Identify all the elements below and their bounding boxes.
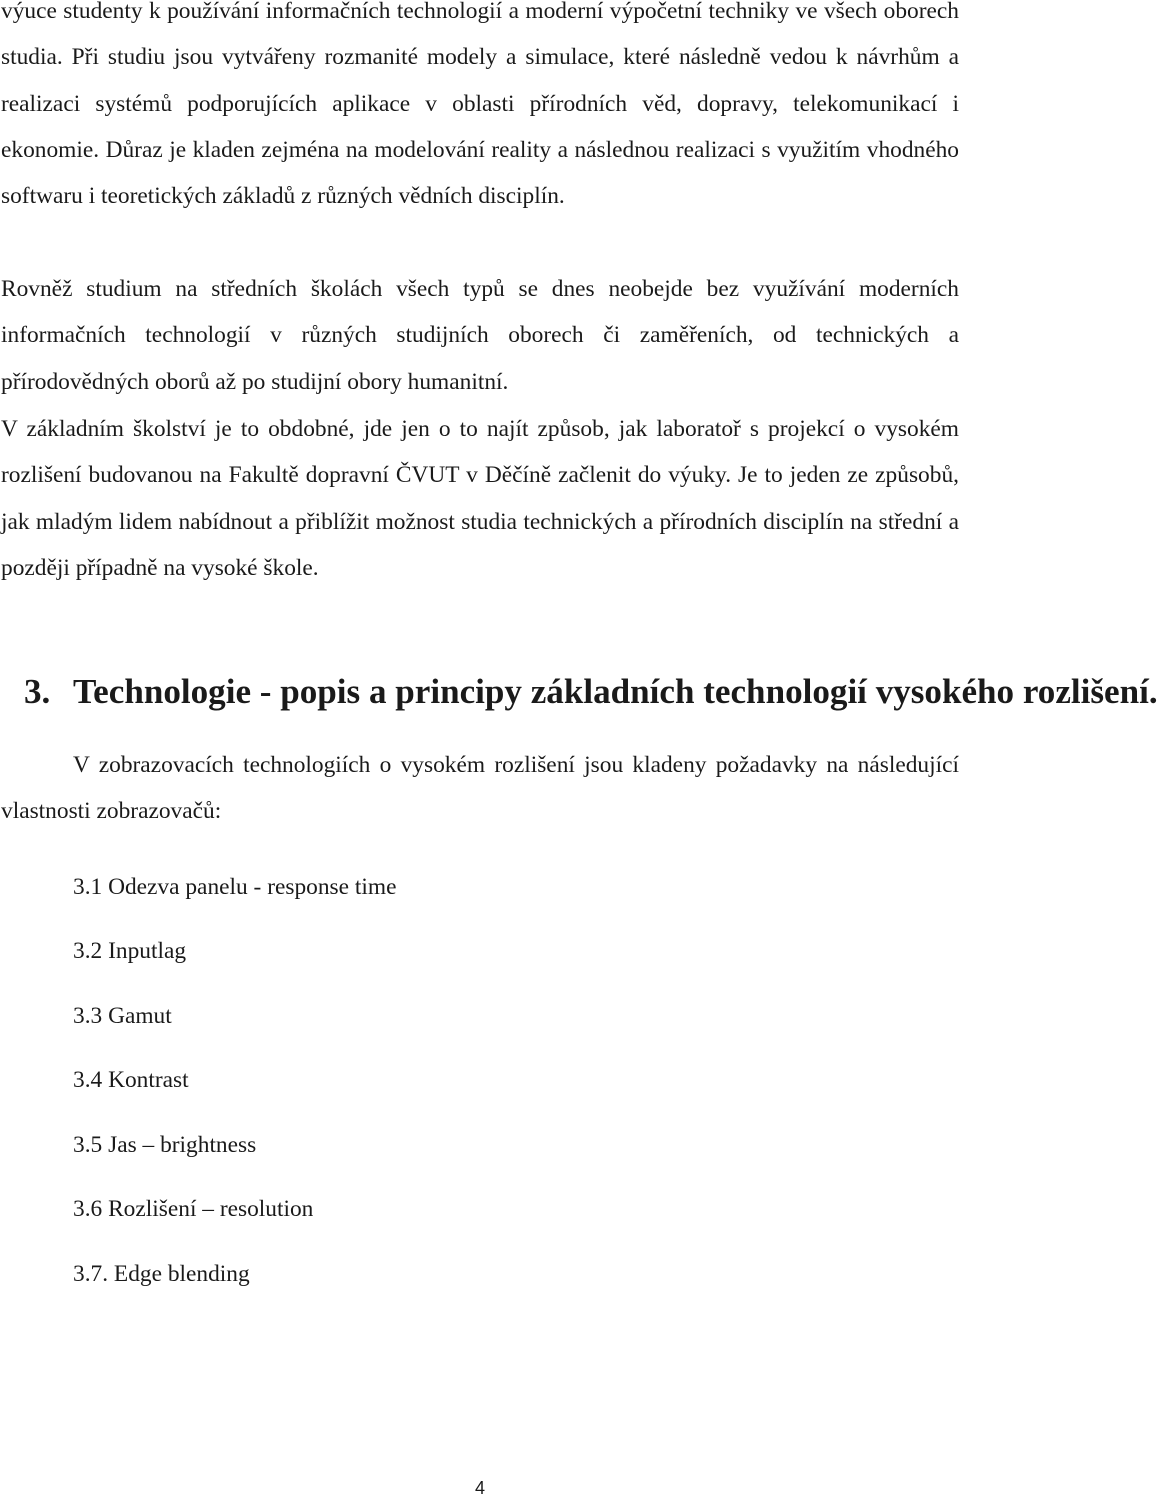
list-item-brightness: 3.5 Jas – brightness [73,1132,257,1158]
paragraph-primary-schools: V základním školství je to obdobné, jde jen o to najít způsob, jak laboratoř s projekcí o vysokém rozlišení budovanou na Fakultě dopravní ČVUT v Děčíně začlenit do výuky. Je to jeden ze způsobů, jak mladým lidem nabídnout a přiblížit možnost studia technických a přírodních disciplín na střední a později případně na vysoké škole. [1,416,959,581]
paragraph-studies: výuce studenty k používání informačních technologií a moderní výpočetní techniky ve všech oborech studia. Při studiu jsou vytvářeny rozmanité modely a simulace, které následně vedou k návrhům a realizaci systémů podporujících aplikace v oblasti přírodních věd, dopravy, telekomunikací i ekonomie. Důraz je kladen zejména na modelování reality a následnou realizaci s využitím vhodného softwaru i teoretických základů z různých vědních disciplín. [1,0,959,210]
list-item-edge-blending: 3.7. Edge blending [73,1261,250,1287]
section-title: Technologie - popis a principy základních technologií vysokého rozlišení. [73,672,1158,711]
list-item-response-time: 3.1 Odezva panelu - response time [73,874,397,900]
paragraph-secondary-schools: Rovněž studium na středních školách všech typů se dnes neobejde bez využívání moderních informačních technologií v různých studijních oborech či zaměřeních, od technických a přírodovědných oborů až po studijní obory humanitní. [1,276,959,395]
list-item-inputlag: 3.2 Inputlag [73,938,187,964]
section-number: 3. [24,672,51,711]
list-item-resolution: 3.6 Rozlišení – resolution [73,1196,314,1222]
list-item-gamut: 3.3 Gamut [73,1003,172,1029]
section-heading [0,672,1158,712]
list-item-contrast: 3.4 Kontrast [73,1067,189,1093]
page-number: 4 [474,1478,485,1498]
paragraph-intro: V zobrazovacích technologiích o vysokém rozlišení jsou kladeny požadavky na následující vlastnosti zobrazovačů: [1,752,959,825]
